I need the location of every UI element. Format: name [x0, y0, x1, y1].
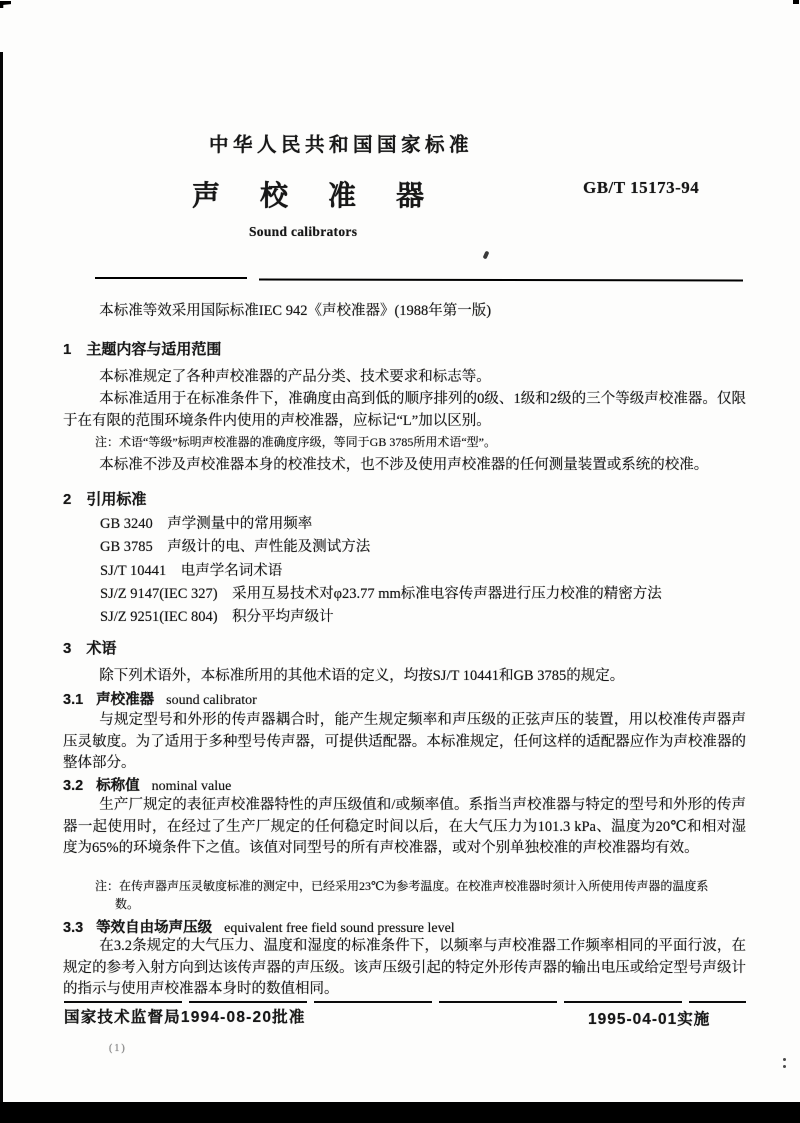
implementation-date: 1995-04-01实施 [588, 1011, 711, 1028]
section-1-paragraph: 本标准规定了各种声校准器的产品分类、技术要求和标志等。 [99, 369, 491, 385]
section-3-3-paragraph: 在3.2条规定的大气压力、温度和湿度的标准条件下，以频率与声校准器工作频率相同的平面行波，在规定的参考入射方向到达该传声器的声压级。该声压级引起的特定外形传声器的输出电压或给定型号声级计的指示与使用声校准器本身时的数值相同。 [63, 938, 746, 997]
page-number: (1) [109, 1043, 127, 1054]
scan-corner-mark-top-left [0, 1, 11, 8]
section-3-1-heading [63, 688, 257, 709]
intro-paragraph: 本标准等效采用国际标准IEC 942《声校准器》(1988年第一版) [99, 303, 492, 319]
section-number: 3 [63, 640, 72, 657]
scan-speck [483, 251, 490, 260]
header-divider [95, 277, 247, 279]
section-title: 术语 [86, 640, 117, 657]
section-3-3-heading [63, 916, 455, 937]
standard-code: GB/T 15173-94 [583, 178, 700, 197]
reference-item: SJ/T 10441 电声学名词术语 [100, 562, 283, 579]
term-english: sound calibrator [166, 693, 257, 708]
term-chinese: 标称值 [96, 778, 140, 794]
section-2-heading [63, 488, 146, 509]
scan-speck [783, 1058, 786, 1061]
term-chinese: 声校准器 [96, 692, 155, 708]
reference-item: SJ/Z 9251(IEC 804) 积分平均声级计 [100, 609, 334, 626]
section-1-paragraph: 本标准不涉及声校准器本身的校准技术，也不涉及使用声校准器的任何测量装置或系统的校准。 [99, 457, 709, 473]
term-english: equivalent free field sound pressure level [224, 921, 455, 936]
standard-org-title: 中华人民共和国国家标准 [209, 134, 474, 156]
section-3-heading [63, 637, 116, 658]
subsection-number: 3.1 [63, 692, 84, 708]
scan-corner-mark-top-right [793, 0, 799, 4]
section-title: 引用标准 [86, 491, 147, 508]
section-3-2-paragraph: 生产厂规定的表征声校准器特性的声压级值和/或频率值。系指当声校准器与特定的型号和外形的传声器一起使用时，在经过了生产厂规定的任何稳定时间以后，在大气压力为101.3 kPa、温度为20℃和相对湿度为65%的环境条件下之值。该值对同型号的所有声校准器，或对个别单独校准的声校准器均有效。 [63, 797, 746, 856]
section-number: 2 [63, 491, 72, 508]
section-3-1-paragraph: 与规定型号和外形的传声器耦合时，能产生规定频率和声压级的正弦声压的装置，用以校准传声器声压灵敏度。为了适用于多种型号传声器，可提供适配器。本标准规定，任何这样的适配器应作为声校准器的整体部分。 [63, 712, 746, 771]
reference-item: GB 3240 声学测量中的常用频率 [100, 516, 313, 532]
section-1-paragraph: 本标准适用于在标准条件下，准确度由高到低的顺序排列的0级、1级和2级的三个等级声校准器。仅限于在有限的范围环境条件内使用的声校准器，应标记“L”加以区别。 [63, 391, 746, 429]
document-title: 声校准器 [192, 180, 465, 211]
term-chinese: 等效自由场声压级 [96, 920, 213, 936]
section-title: 主题内容与适用范围 [86, 341, 222, 358]
scan-left-edge-line [0, 52, 3, 1103]
header-divider [259, 278, 743, 281]
footer-divider [64, 1001, 746, 1003]
scan-bottom-black-bar [0, 1102, 800, 1123]
section-1-heading [63, 338, 221, 359]
reference-list [63, 513, 753, 629]
term-english: nominal value [151, 779, 232, 794]
subsection-number: 3.2 [63, 778, 84, 794]
section-1-note: 注：术语“等级”标明声校准器的准确度序级，等同于GB 3785所用术语“型”。 [95, 435, 496, 449]
reference-item: GB 3785 声级计的电、声性能及测试方法 [100, 539, 371, 556]
approval-statement: 国家技术监督局1994-08-20批准 [64, 1009, 306, 1026]
section-number: 1 [63, 341, 72, 358]
reference-item: SJ/Z 9147(IEC 327) 采用互易技术对φ23.77 mm标准电容传声器进行压力校准的精密方法 [100, 585, 662, 602]
section-3-2-heading [63, 774, 231, 795]
section-3-intro: 除下列术语外，本标准所用的其他术语的定义，均按SJ/T 10441和GB 3785的规定。 [99, 668, 625, 684]
section-3-2-note: 注：在传声器声压灵敏度标准的测定中，已经采用23℃为参考温度。在校准声校准器时须计入所使用传声器的温度系数。 [95, 879, 709, 911]
document-title-english: Sound calibrators [249, 224, 358, 239]
subsection-number: 3.3 [63, 920, 84, 936]
